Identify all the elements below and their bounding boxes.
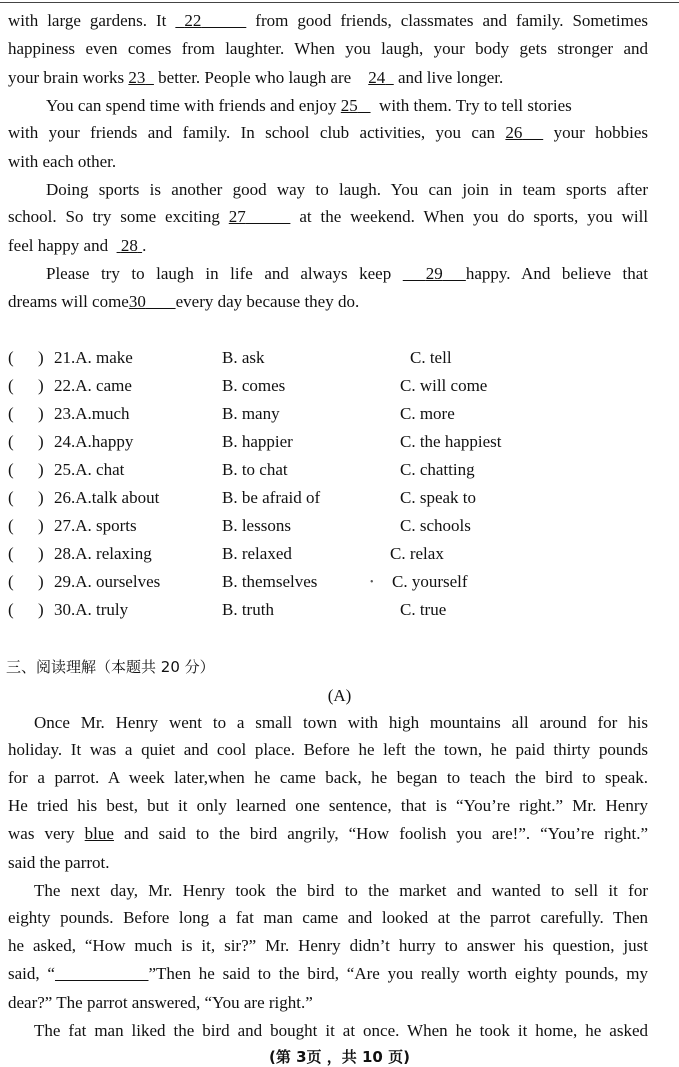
reading-line: He tried his best, but it only learned one sentence, that is “You’re right.” Mr. Henry [8,796,648,815]
close-paren: ) [38,376,44,395]
underlined-word: blue [84,824,114,843]
close-paren: ) [38,600,44,619]
option-b[interactable]: B. to chat [222,460,288,479]
option-row [8,600,648,624]
cloze-line: feel happy and 28 . [8,236,147,255]
reading-line: eighty pounds. Before long a fat man came and looked at the parrot carefully. Then [8,908,648,927]
blank-28[interactable]: 28 [120,236,138,255]
option-c[interactable]: C. yourself [392,572,468,591]
cloze-line: your brain works 23 better. People who laugh are 24 and live longer. [8,68,504,87]
close-paren: ) [38,348,44,367]
option-a[interactable]: 26.A.talk about [54,488,160,507]
option-row [8,348,648,372]
option-row [8,432,648,456]
option-b[interactable]: B. relaxed [222,544,292,563]
option-row [8,572,648,596]
option-a[interactable]: 24.A.happy [54,432,134,451]
open-paren: ( [8,516,14,535]
stray-mark: • [370,577,374,588]
cloze-line: happiness even comes from laughter. When you laugh, your body gets stronger and [8,39,648,58]
option-c[interactable]: C. chatting [400,460,475,479]
open-paren: ( [8,572,14,591]
blank-22[interactable]: 22 [184,11,202,30]
option-b[interactable]: B. be afraid of [222,488,321,507]
option-a[interactable]: 29.A. ourselves [54,572,161,591]
option-b[interactable]: B. many [222,404,280,423]
option-c[interactable]: C. the happiest [400,432,502,451]
blank-23[interactable]: 23 [128,68,146,87]
option-c[interactable]: C. relax [390,544,444,563]
open-paren: ( [8,348,14,367]
close-paren: ) [38,488,44,507]
option-a[interactable]: 25.A. chat [54,460,125,479]
option-c[interactable]: C. true [400,600,447,619]
reading-line: said, “ ”Then he said to the bird, “Are you really worth eighty pounds, my [8,964,649,983]
reading-line: said the parrot. [8,853,110,872]
blank-29[interactable]: 29 [425,264,443,283]
open-paren: ( [8,432,14,451]
cloze-line: with large gardens. It 22 from good friends, classmates and family. Sometimes [8,11,649,30]
page-footer: (第 3页 ，共 10 页) [269,1048,410,1066]
open-paren: ( [8,460,14,479]
cloze-line: Please try to laugh in life and always keep 29 happy. And believe that [46,264,649,283]
option-row [8,488,648,512]
cloze-line: Doing sports is another good way to laugh. You can join in team sports after [46,180,648,199]
open-paren: ( [8,376,14,395]
open-paren: ( [8,600,14,619]
cloze-line: school. So try some exciting 27 at the weekend. When you do sports, you will [8,207,649,226]
open-paren: ( [8,488,14,507]
option-a[interactable]: 22.A. came [54,376,132,395]
close-paren: ) [38,544,44,563]
option-b[interactable]: B. themselves [222,572,318,591]
blank-26[interactable]: 26 [505,123,523,142]
close-paren: ) [38,460,44,479]
option-c[interactable]: C. speak to [400,488,477,507]
reading-line: for a parrot. A week later,when he came back, he began to teach the bird to speak. [8,768,648,787]
blank-25[interactable]: 25 [340,96,358,115]
blank-24[interactable]: 24 [368,68,386,87]
section-title: 三、阅读理解（本题共 20 分） [6,658,215,676]
option-a[interactable]: 23.A.much [54,404,130,423]
close-paren: ) [38,516,44,535]
passage-label: (A) [327,686,352,705]
reading-line: holiday. It was a quiet and cool place. Before he left the town, he paid thirty pounds [8,740,648,759]
blank-27[interactable]: 27 [228,207,246,226]
cloze-line: with your friends and family. In school club activities, you can 26 your hobbies [8,123,649,142]
option-c[interactable]: C. tell [410,348,452,367]
close-paren: ) [38,572,44,591]
cloze-line: with each other. [8,152,117,171]
reading-line: Once Mr. Henry went to a small town with high mountains all around for his [34,713,648,732]
option-row [8,404,648,428]
option-row [8,460,648,484]
option-a[interactable]: 28.A. relaxing [54,544,152,563]
option-row [8,376,648,400]
option-b[interactable]: B. ask [222,348,265,367]
option-a[interactable]: 27.A. sports [54,516,137,535]
option-b[interactable]: B. comes [222,376,286,395]
option-row [8,544,648,568]
reading-line: was very blue and said to the bird angrily, “How foolish you are!”. “You’re right.” [8,824,649,843]
option-b[interactable]: B. happier [222,432,293,451]
option-a[interactable]: 30.A. truly [54,600,129,619]
open-paren: ( [8,404,14,423]
option-b[interactable]: B. lessons [222,516,291,535]
reading-line: The fat man liked the bird and bought it at once. When he took it home, he asked [34,1021,648,1040]
cloze-line: dreams will come30 every day because they do. [8,292,360,311]
option-a[interactable]: 21.A. make [54,348,133,367]
open-paren: ( [8,544,14,563]
blank-30[interactable]: 30 [128,292,146,311]
close-paren: ) [38,404,44,423]
option-c[interactable]: C. more [400,404,455,423]
option-c[interactable]: C. will come [400,376,488,395]
cloze-line: You can spend time with friends and enjoy 25 with them. Try to tell stories [46,96,572,115]
close-paren: ) [38,432,44,451]
top-rule [0,2,679,3]
option-row [8,516,648,540]
reading-line: dear?” The parrot answered, “You are right.” [8,993,313,1012]
reading-line: The next day, Mr. Henry took the bird to the market and wanted to sell it for [34,881,648,900]
blank-answer[interactable] [55,964,149,983]
option-c[interactable]: C. schools [400,516,471,535]
option-b[interactable]: B. truth [222,600,274,619]
reading-line: he asked, “How much is it, sir?” Mr. Henry didn’t hurry to answer his question, just [8,936,648,955]
